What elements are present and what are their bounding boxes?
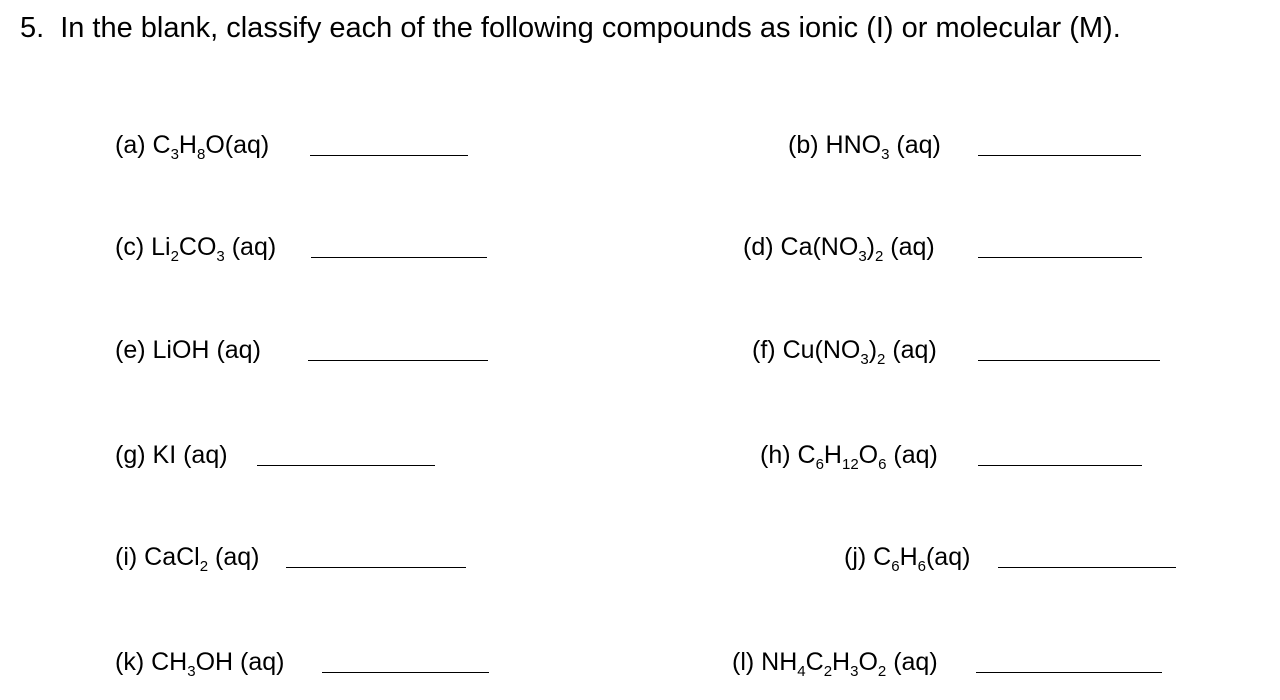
item-d <box>640 227 1280 267</box>
answer-blank[interactable] <box>978 360 1160 361</box>
compound-label <box>115 435 228 475</box>
formula-text: C <box>873 543 892 571</box>
formula-text: Li <box>151 233 171 261</box>
item-letter: (g) <box>115 441 146 469</box>
formula-subscript: 3 <box>860 351 869 368</box>
item-letter: (l) <box>732 648 755 676</box>
answer-blank[interactable] <box>322 672 489 673</box>
item-f <box>640 330 1280 370</box>
formula-text: C <box>797 441 816 469</box>
formula-text: ) <box>868 336 878 364</box>
compound-label <box>115 125 269 165</box>
formula-text: CH <box>151 648 188 676</box>
compound-label <box>115 330 261 370</box>
formula-text: HNO <box>825 131 882 159</box>
item-letter: (j) <box>844 543 867 571</box>
question-number: 5. <box>20 12 45 44</box>
compound-formula <box>144 543 209 575</box>
formula-subscript: 3 <box>858 248 867 265</box>
formula-text: C <box>805 648 824 676</box>
item-g <box>0 435 640 475</box>
compound-label <box>115 642 284 682</box>
answer-blank[interactable] <box>311 257 487 258</box>
state-symbol: (aq) <box>892 336 937 364</box>
state-symbol: (aq) <box>896 131 941 159</box>
formula-subscript: 12 <box>841 456 859 473</box>
answer-blank[interactable] <box>308 360 488 361</box>
compound-formula <box>761 648 887 680</box>
formula-subscript: 6 <box>815 456 824 473</box>
formula-subscript: 8 <box>196 146 206 163</box>
formula-subscript: 6 <box>878 456 887 473</box>
item-letter: (i) <box>115 543 138 571</box>
state-symbol: (aq) <box>925 543 971 571</box>
formula-text: H <box>823 441 842 469</box>
formula-text: H <box>178 131 197 159</box>
state-symbol: (aq) <box>240 648 285 676</box>
formula-subscript: 2 <box>199 558 209 575</box>
compound-formula <box>153 441 177 469</box>
state-symbol: (aq) <box>893 441 938 469</box>
state-symbol: (aq) <box>224 131 270 159</box>
compound-formula <box>782 336 886 368</box>
formula-subscript: 3 <box>850 663 859 680</box>
state-symbol: (aq) <box>216 336 261 364</box>
item-b <box>640 125 1280 165</box>
state-symbol: (aq) <box>893 648 938 676</box>
formula-text: CO <box>178 233 217 261</box>
formula-text: O <box>858 441 879 469</box>
compound-formula <box>780 233 884 265</box>
item-l <box>640 642 1280 682</box>
answer-blank[interactable] <box>286 567 466 568</box>
item-i <box>0 537 640 577</box>
item-j <box>640 537 1280 577</box>
compound-formula <box>152 131 225 163</box>
compound-label <box>115 537 260 577</box>
compound-formula <box>873 543 926 575</box>
formula-subscript: 6 <box>891 558 900 575</box>
compound-formula <box>825 131 890 163</box>
state-symbol: (aq) <box>183 441 228 469</box>
formula-text: KI <box>152 441 177 469</box>
formula-text: O <box>858 648 878 676</box>
item-letter: (h) <box>760 441 791 469</box>
compound-label <box>788 125 941 165</box>
item-h <box>640 435 1280 475</box>
compound-label <box>115 227 276 267</box>
item-letter: (a) <box>115 131 146 159</box>
answer-blank[interactable] <box>978 155 1141 156</box>
compound-label <box>743 227 935 267</box>
formula-text: CaCl <box>144 543 200 571</box>
compound-formula <box>153 336 210 364</box>
state-symbol: (aq) <box>890 233 935 261</box>
formula-text: OH <box>195 648 234 676</box>
formula-subscript: 2 <box>823 663 833 680</box>
item-letter: (c) <box>115 233 145 261</box>
compound-formula <box>151 233 225 265</box>
compound-label <box>732 642 938 682</box>
item-letter: (k) <box>115 648 145 676</box>
compound-formula <box>797 441 887 473</box>
formula-subscript: 2 <box>877 351 886 368</box>
formula-subscript: 2 <box>170 248 179 265</box>
item-k <box>0 642 640 682</box>
answer-blank[interactable] <box>257 465 435 466</box>
formula-text: C <box>152 131 171 159</box>
compound-label <box>844 537 970 577</box>
item-letter: (d) <box>743 233 774 261</box>
item-e <box>0 330 640 370</box>
answer-blank[interactable] <box>978 257 1142 258</box>
formula-subscript: 6 <box>917 558 926 575</box>
item-a <box>0 125 640 165</box>
answer-blank[interactable] <box>978 465 1142 466</box>
answer-blank[interactable] <box>310 155 468 156</box>
formula-text: Ca(NO <box>780 233 859 261</box>
item-letter: (b) <box>788 131 819 159</box>
state-symbol: (aq) <box>215 543 260 571</box>
question-text: In the blank, classify each of the following compounds as ionic (I) or molecular (M). <box>60 12 1121 44</box>
compound-label <box>752 330 937 370</box>
formula-text: ) <box>866 233 875 261</box>
formula-text: H <box>832 648 851 676</box>
question-prompt <box>20 8 1121 48</box>
formula-text: NH <box>761 648 798 676</box>
formula-text: O <box>205 131 225 159</box>
formula-subscript: 2 <box>874 248 884 265</box>
item-c <box>0 227 640 267</box>
compound-formula <box>151 648 234 680</box>
formula-text: H <box>899 543 918 571</box>
compound-label <box>760 435 938 475</box>
formula-subscript: 2 <box>877 663 887 680</box>
answer-blank[interactable] <box>998 567 1176 568</box>
state-symbol: (aq) <box>231 233 277 261</box>
formula-text: Cu(NO <box>782 336 861 364</box>
formula-text: LiOH <box>152 336 210 364</box>
formula-subscript: 3 <box>187 663 196 680</box>
formula-subscript: 4 <box>797 663 806 680</box>
answer-blank[interactable] <box>976 672 1162 673</box>
item-letter: (e) <box>115 336 146 364</box>
formula-subscript: 3 <box>881 146 890 163</box>
formula-subscript: 3 <box>170 146 179 163</box>
formula-subscript: 3 <box>216 248 225 265</box>
item-letter: (f) <box>752 336 776 364</box>
